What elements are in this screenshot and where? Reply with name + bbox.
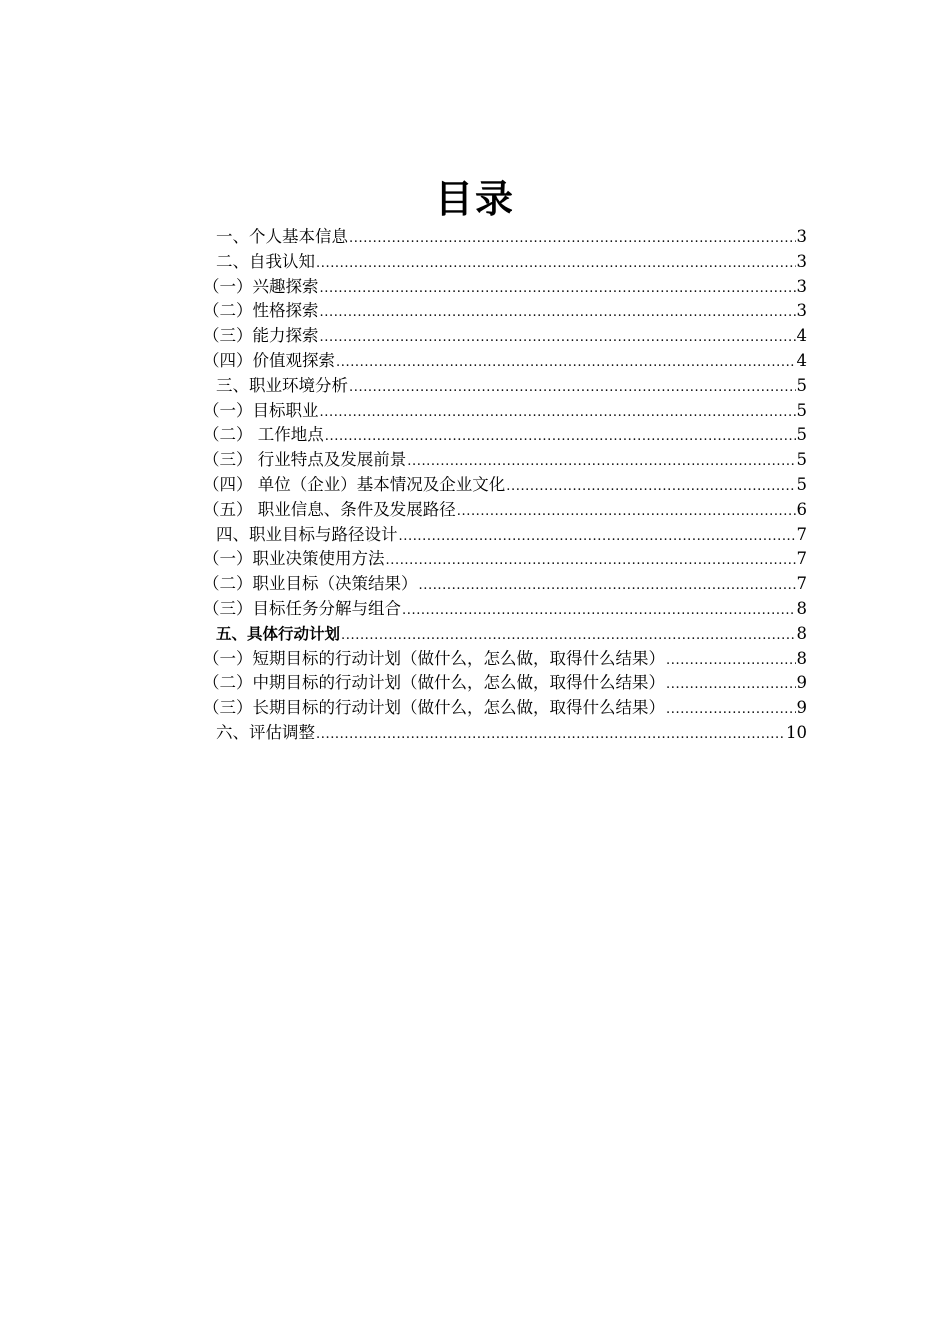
toc-dot-leader — [320, 277, 796, 302]
toc-entry-label: （一）职业决策使用方法 — [203, 549, 385, 569]
toc-dot-leader — [320, 301, 796, 326]
toc-entry-page: 5 — [796, 450, 807, 470]
toc-entry-page: 8 — [796, 648, 807, 668]
toc-entry-label: （一）目标职业 — [203, 400, 319, 420]
toc-dot-leader — [320, 401, 796, 426]
toc-dot-leader — [399, 525, 796, 550]
toc-entry-label: （三）目标任务分解与组合 — [203, 598, 401, 618]
toc-dot-leader — [320, 326, 796, 351]
toc-entry-page: 8 — [796, 623, 807, 643]
toc-entry-label: 四、职业目标与路径设计 — [216, 524, 398, 544]
toc-entry-label: 六、评估调整 — [216, 722, 315, 742]
toc-entry-3-1[interactable] — [203, 399, 807, 424]
toc-entry-page: 7 — [796, 524, 807, 544]
toc-dot-leader — [402, 599, 796, 624]
toc-entry-page: 3 — [796, 227, 807, 246]
toc-entry-label: 一、个人基本信息 — [216, 227, 348, 246]
toc-entry-label: （二）职业目标（决策结果） — [203, 574, 418, 594]
toc-dot-leader — [666, 649, 796, 674]
toc-entry-page: 8 — [796, 598, 807, 618]
toc-entry-page: 7 — [796, 549, 807, 569]
toc-dot-leader — [419, 574, 796, 599]
toc-entry-label: （三）能力探索 — [203, 326, 319, 346]
toc-entry-5[interactable] — [203, 622, 807, 647]
toc-title: 目录 — [434, 177, 515, 221]
toc-entry-page: 9 — [796, 698, 807, 718]
toc-entry-5-2[interactable] — [203, 671, 807, 696]
toc-dot-leader — [316, 252, 796, 277]
toc-entry-4[interactable] — [203, 523, 807, 548]
toc-entry-label: （一）短期目标的行动计划（做什么，怎么做，取得什么结果） — [203, 648, 665, 668]
toc-entry-2-4[interactable] — [203, 349, 807, 374]
toc-dot-leader — [506, 475, 795, 500]
toc-entry-3-4[interactable] — [203, 473, 807, 498]
toc-entry-4-1[interactable] — [203, 547, 807, 572]
toc-entry-label: （四） 单位（企业）基本情况及企业文化 — [203, 474, 506, 494]
toc-entry-label: 二、自我认知 — [216, 251, 315, 271]
toc-entry-2[interactable] — [203, 250, 807, 275]
toc-entry-label: （四）价值观探索 — [203, 350, 335, 370]
toc-entry-6[interactable] — [203, 721, 807, 746]
toc-entry-page: 5 — [796, 474, 807, 494]
toc-entry-2-3[interactable] — [203, 324, 807, 349]
toc-entry-3-2[interactable] — [203, 423, 807, 448]
toc-entry-label: （二）中期目标的行动计划（做什么，怎么做，取得什么结果） — [203, 673, 665, 693]
toc-entry-label: （一）兴趣探索 — [203, 276, 319, 296]
toc-entry-2-2[interactable] — [203, 299, 807, 324]
toc-entry-page: 3 — [796, 276, 807, 296]
toc-list — [203, 225, 807, 746]
toc-entry-label: （二）性格探索 — [203, 301, 319, 321]
toc-dot-leader — [341, 624, 795, 649]
toc-entry-label: （五） 职业信息、条件及发展路径 — [203, 499, 456, 519]
toc-entry-4-2[interactable] — [203, 572, 807, 597]
toc-dot-leader — [407, 450, 795, 475]
toc-entry-page: 3 — [796, 251, 807, 271]
toc-dot-leader — [325, 425, 796, 450]
toc-entry-label: （三） 行业特点及发展前景 — [203, 450, 407, 470]
toc-entry-3[interactable] — [203, 374, 807, 399]
toc-entry-label: 五、具体行动计划 — [216, 624, 341, 643]
toc-dot-leader — [666, 698, 796, 723]
toc-entry-page: 4 — [796, 350, 807, 370]
toc-entry-label: 三、职业环境分析 — [216, 375, 348, 395]
toc-entry-3-5[interactable] — [203, 498, 807, 523]
toc-entry-5-1[interactable] — [203, 647, 807, 672]
toc-dot-leader — [316, 723, 785, 748]
toc-entry-page: 4 — [796, 326, 807, 346]
toc-dot-leader — [349, 376, 796, 401]
toc-entry-label: （二） 工作地点 — [203, 425, 324, 445]
toc-entry-5-3[interactable] — [203, 696, 807, 721]
toc-dot-leader — [386, 549, 796, 574]
toc-entry-page: 5 — [796, 400, 807, 420]
toc-dot-leader — [666, 673, 796, 698]
toc-entry-page: 5 — [796, 425, 807, 445]
toc-entry-3-3[interactable] — [203, 448, 807, 473]
toc-dot-leader — [336, 351, 796, 376]
toc-entry-4-3[interactable] — [203, 597, 807, 622]
toc-entry-1[interactable] — [203, 225, 807, 250]
toc-entry-2-1[interactable] — [203, 275, 807, 300]
toc-dot-leader — [457, 500, 796, 525]
toc-dot-leader — [349, 227, 796, 252]
toc-entry-page: 6 — [796, 499, 807, 519]
toc-entry-label: （三）长期目标的行动计划（做什么，怎么做，取得什么结果） — [203, 698, 665, 718]
toc-entry-page: 3 — [796, 301, 807, 321]
toc-entry-page: 10 — [786, 722, 807, 742]
toc-entry-page: 9 — [796, 673, 807, 693]
toc-entry-page: 5 — [796, 375, 807, 395]
toc-entry-page: 7 — [796, 574, 807, 594]
